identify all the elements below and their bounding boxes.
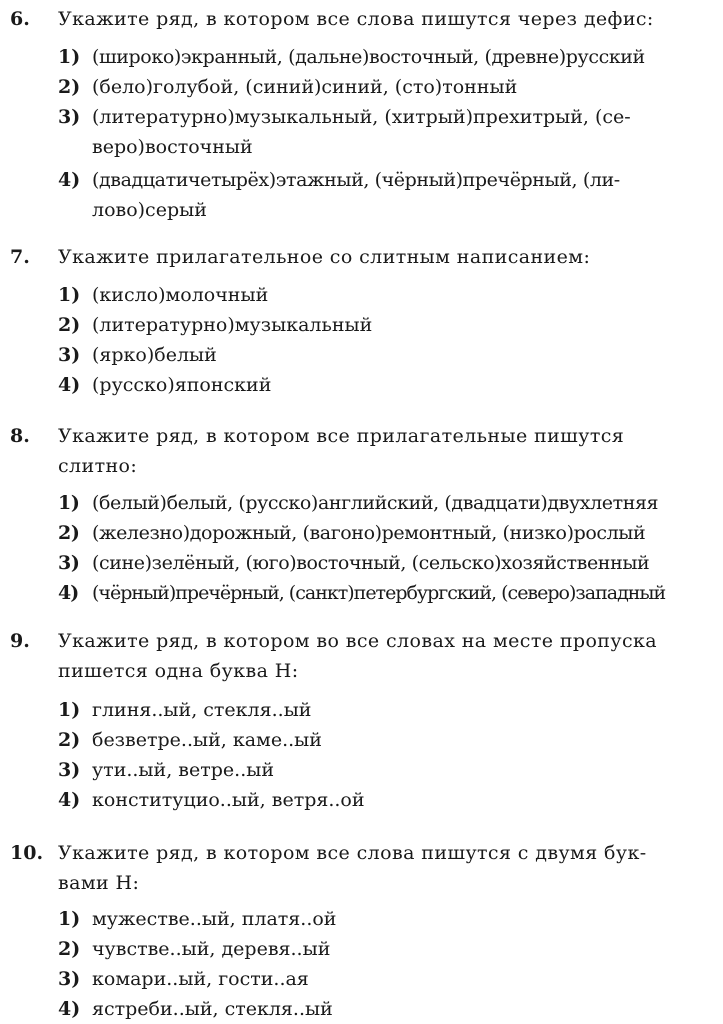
option-text-continued: лово)серый: [92, 199, 207, 221]
option-3: [58, 548, 716, 578]
option-text: безветре..ый, каме..ый: [92, 729, 322, 751]
option-1: [58, 488, 716, 518]
option-2: [58, 518, 716, 548]
option-text: (литературно)музыкальный: [92, 314, 373, 336]
option-number: 2): [58, 76, 81, 98]
option-3: [58, 102, 716, 132]
question-text: Укажите ряд, в котором все прилагательные пишутся: [58, 425, 625, 447]
option-3: [58, 340, 716, 370]
option-2: [58, 725, 716, 755]
option-4: [58, 165, 716, 195]
option-text: чувстве..ый, деревя..ый: [92, 938, 331, 960]
option-4: [58, 994, 716, 1024]
option-3: [58, 755, 716, 785]
option-1: [58, 280, 716, 310]
option-text: мужестве..ый, платя..ой: [92, 908, 337, 930]
option-1: [58, 42, 716, 72]
option-text: (белый)белый, (русско)английский, (двадцати)двухлетняя: [92, 492, 659, 514]
question-number: 9.: [10, 630, 30, 652]
option-number: 2): [58, 314, 81, 336]
option-number: 1): [58, 699, 81, 721]
option-number: 3): [58, 552, 80, 574]
option-number: 2): [58, 938, 81, 960]
question-text: Укажите прилагательное со слитным написанием:: [58, 246, 591, 268]
option-text: ути..ый, ветре..ый: [92, 759, 275, 781]
option-4: [58, 370, 716, 400]
option-number: 2): [58, 729, 81, 751]
option-number: 3): [58, 759, 81, 781]
option-text-continued: веро)восточный: [92, 136, 253, 158]
option-number: 4): [58, 374, 81, 396]
option-text: (сине)зелёный, (юго)восточный, (сельско)хозяйственный: [92, 552, 650, 574]
option-text: (ярко)белый: [92, 344, 217, 366]
question-text-continued: слитно:: [58, 455, 138, 477]
option-number: 1): [58, 492, 80, 514]
option-number: 1): [58, 46, 81, 68]
option-number: 3): [58, 968, 81, 990]
question-text-continued: вами Н:: [58, 872, 140, 894]
option-text: (бело)голубой, (синий)синий, (сто)тонный: [92, 76, 518, 98]
question-text: Укажите ряд, в котором все слова пишутся с двумя бук-: [58, 842, 647, 864]
option-text: (русско)японский: [92, 374, 272, 396]
option-1: [58, 695, 716, 725]
option-text: (железно)дорожный, (вагоно)ремонтный, (низко)рослый: [92, 522, 646, 544]
option-text: ястреби..ый, стекля..ый: [92, 998, 333, 1020]
option-number: 4): [58, 582, 79, 604]
question-number: 6.: [10, 8, 30, 30]
option-number: 3): [58, 106, 81, 128]
question-text: Укажите ряд, в котором во все словах на месте пропуска: [58, 630, 657, 652]
option-number: 4): [58, 998, 81, 1020]
option-number: 3): [58, 344, 81, 366]
option-text: (двадцатичетырёх)этажный, (чёрный)пречёрный, (ли-: [92, 169, 620, 191]
option-3: [58, 964, 716, 994]
option-text: глиня..ый, стекля..ый: [92, 699, 312, 721]
question-number: 8.: [10, 425, 30, 447]
option-2: [58, 934, 716, 964]
option-4: [58, 578, 716, 608]
question-number: 10.: [10, 842, 44, 864]
option-3-continuation: [58, 132, 716, 162]
question-text-continued: пишется одна буква Н:: [58, 660, 299, 682]
option-text: (кисло)молочный: [92, 284, 269, 306]
question-number: 7.: [10, 246, 30, 268]
option-text: конституцио..ый, ветря..ой: [92, 789, 365, 811]
option-text: (чёрный)пречёрный, (санкт)петербургский, (северо)западный: [92, 582, 666, 604]
option-4-continuation: [58, 195, 716, 225]
option-4: [58, 785, 716, 815]
option-number: 4): [58, 169, 81, 191]
option-number: 2): [58, 522, 80, 544]
option-2: [58, 72, 716, 102]
option-number: 1): [58, 908, 81, 930]
option-number: 4): [58, 789, 81, 811]
option-2: [58, 310, 716, 340]
option-text: (литературно)музыкальный, (хитрый)прехитрый, (се-: [92, 106, 631, 128]
question-text: Укажите ряд, в котором все слова пишутся через дефис:: [58, 8, 654, 30]
option-1: [58, 904, 716, 934]
option-number: 1): [58, 284, 81, 306]
option-text: комари..ый, гости..ая: [92, 968, 309, 990]
option-text: (широко)экранный, (дальне)восточный, (древне)русский: [92, 46, 645, 68]
